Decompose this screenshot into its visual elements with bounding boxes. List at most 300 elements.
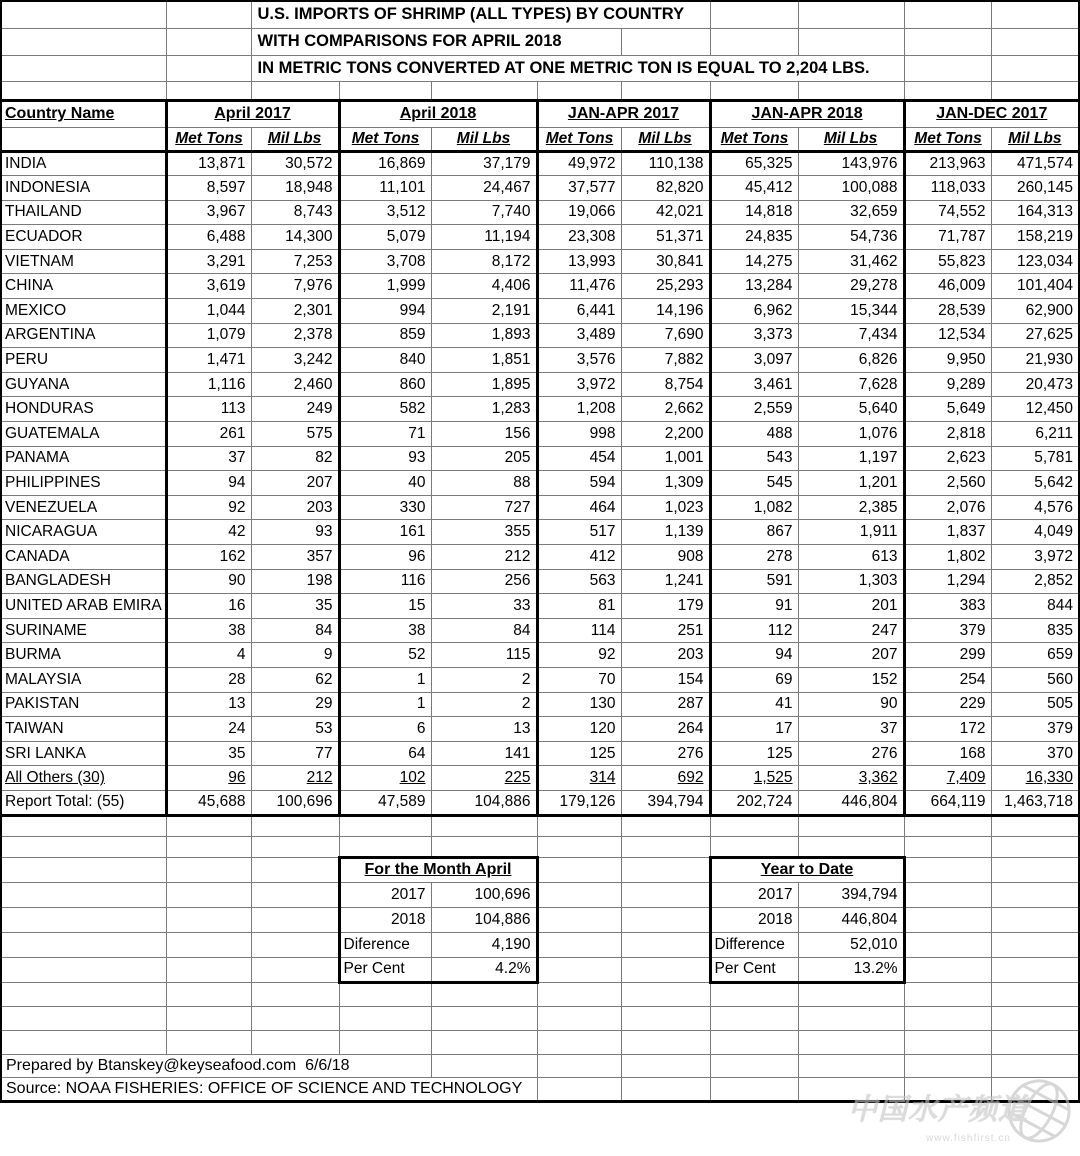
value-cell: 14,818 xyxy=(710,200,798,225)
value-cell: 1,294 xyxy=(904,569,991,594)
value-cell: 4 xyxy=(166,643,251,668)
subheader-met-tons: Met Tons xyxy=(904,127,991,151)
value-cell: 28 xyxy=(166,667,251,692)
value-cell: 3,242 xyxy=(251,348,339,373)
value-cell: 1,525 xyxy=(710,766,798,791)
value-cell: 11,476 xyxy=(537,274,621,299)
cell xyxy=(537,857,621,882)
empty-cell xyxy=(798,1030,904,1054)
value-cell: 2,852 xyxy=(991,569,1079,594)
empty-cell xyxy=(991,1,1079,28)
value-cell: 123,034 xyxy=(991,249,1079,274)
cell xyxy=(537,882,621,907)
value-cell: 1,837 xyxy=(904,520,991,545)
value-cell: 15,344 xyxy=(798,299,904,324)
country-row xyxy=(1,397,1079,422)
country-name-cell: BANGLADESH xyxy=(1,569,166,594)
value-cell: 130 xyxy=(537,692,621,717)
value-cell: 299 xyxy=(904,643,991,668)
cell xyxy=(166,932,251,957)
empty-cell xyxy=(166,836,251,857)
value-cell: 198 xyxy=(251,569,339,594)
value-cell: 860 xyxy=(339,372,431,397)
empty-cell xyxy=(431,1006,537,1030)
cell xyxy=(251,957,339,982)
cell xyxy=(621,857,710,882)
empty-cell xyxy=(710,1,798,28)
empty-cell xyxy=(798,982,904,1006)
empty-cell xyxy=(1,836,166,857)
value-cell: 41 xyxy=(710,692,798,717)
value-cell: 84 xyxy=(251,618,339,643)
value-cell: 100,088 xyxy=(798,176,904,201)
ytd-summary-title: Year to Date xyxy=(710,857,904,882)
value-cell: 3,362 xyxy=(798,766,904,791)
empty-cell xyxy=(710,1078,798,1102)
value-cell: 276 xyxy=(798,741,904,766)
cell xyxy=(1,907,166,932)
empty-cell xyxy=(904,1,991,28)
empty-cell xyxy=(798,1,904,28)
value-cell: 156 xyxy=(431,422,537,447)
cell xyxy=(166,907,251,932)
country-row xyxy=(1,446,1079,471)
value-cell: 1,116 xyxy=(166,372,251,397)
cell xyxy=(621,882,710,907)
value-cell: 1,208 xyxy=(537,397,621,422)
value-cell: 560 xyxy=(991,667,1079,692)
value-cell: 71 xyxy=(339,422,431,447)
value-cell: 1,079 xyxy=(166,323,251,348)
country-name-cell: SURINAME xyxy=(1,618,166,643)
country-name-cell: INDONESIA xyxy=(1,176,166,201)
spacer-row xyxy=(1,982,1079,1006)
country-name-cell: PHILIPPINES xyxy=(1,471,166,496)
group-header-april-2017: April 2017 xyxy=(166,100,339,127)
value-cell: 15 xyxy=(339,594,431,619)
empty-cell xyxy=(537,1054,621,1078)
value-cell: 3,489 xyxy=(537,323,621,348)
value-cell: 24,467 xyxy=(431,176,537,201)
value-cell: 13 xyxy=(431,717,537,742)
value-cell: 90 xyxy=(166,569,251,594)
value-cell: 77 xyxy=(251,741,339,766)
value-cell: 1,023 xyxy=(621,495,710,520)
value-cell: 2,301 xyxy=(251,299,339,324)
watermark-url: www.fishfirst.cn xyxy=(926,1133,1011,1144)
value-cell: 28,539 xyxy=(904,299,991,324)
ytd-2018-label: 2018 xyxy=(710,907,798,932)
empty-cell xyxy=(537,836,621,857)
country-name-cell: Report Total: (55) xyxy=(1,790,166,815)
empty-cell xyxy=(621,1030,710,1054)
value-cell: 91 xyxy=(710,594,798,619)
cell xyxy=(621,932,710,957)
value-cell: 1,851 xyxy=(431,348,537,373)
value-cell: 212 xyxy=(251,766,339,791)
value-cell: 29 xyxy=(251,692,339,717)
month-percent-value: 4.2% xyxy=(431,957,537,982)
value-cell: 12,450 xyxy=(991,397,1079,422)
value-cell: 29,278 xyxy=(798,274,904,299)
country-name-cell: BURMA xyxy=(1,643,166,668)
value-cell: 3,972 xyxy=(991,545,1079,570)
country-name-cell: NICARAGUA xyxy=(1,520,166,545)
value-cell: 9,950 xyxy=(904,348,991,373)
value-cell: 1 xyxy=(339,692,431,717)
country-name-header: Country Name xyxy=(1,100,166,127)
country-row xyxy=(1,422,1079,447)
value-cell: 5,649 xyxy=(904,397,991,422)
value-cell: 3,291 xyxy=(166,249,251,274)
country-name-cell: GUYANA xyxy=(1,372,166,397)
value-cell: 1,893 xyxy=(431,323,537,348)
value-cell: 383 xyxy=(904,594,991,619)
value-cell: 53 xyxy=(251,717,339,742)
value-cell: 261 xyxy=(166,422,251,447)
value-cell: 24 xyxy=(166,717,251,742)
cell xyxy=(904,932,991,957)
value-cell: 264 xyxy=(621,717,710,742)
cell xyxy=(904,907,991,932)
subheader-met-tons: Met Tons xyxy=(166,127,251,151)
country-name-cell: PANAMA xyxy=(1,446,166,471)
value-cell: 62 xyxy=(251,667,339,692)
empty-cell xyxy=(710,815,798,836)
value-cell: 314 xyxy=(537,766,621,791)
country-name-cell: SRI LANKA xyxy=(1,741,166,766)
empty-cell xyxy=(710,28,798,55)
country-name-cell: All Others (30) xyxy=(1,766,166,791)
value-cell: 96 xyxy=(339,545,431,570)
value-cell: 446,804 xyxy=(798,790,904,815)
value-cell: 1,463,718 xyxy=(991,790,1079,815)
value-cell: 6,441 xyxy=(537,299,621,324)
value-cell: 32,659 xyxy=(798,200,904,225)
country-name-cell: ARGENTINA xyxy=(1,323,166,348)
country-name-cell: PERU xyxy=(1,348,166,373)
value-cell: 2,559 xyxy=(710,397,798,422)
country-row xyxy=(1,299,1079,324)
country-name-cell: MEXICO xyxy=(1,299,166,324)
country-row xyxy=(1,176,1079,201)
empty-cell xyxy=(991,815,1079,836)
value-cell: 505 xyxy=(991,692,1079,717)
value-cell: 52 xyxy=(339,643,431,668)
value-cell: 7,740 xyxy=(431,200,537,225)
value-cell: 1,895 xyxy=(431,372,537,397)
empty-cell xyxy=(1,1030,166,1054)
value-cell: 1,201 xyxy=(798,471,904,496)
empty-cell xyxy=(904,81,991,100)
subheader-mil-lbs: Mil Lbs xyxy=(991,127,1079,151)
ytd-percent-value: 13.2% xyxy=(798,957,904,982)
cell xyxy=(904,957,991,982)
country-row xyxy=(1,520,1079,545)
empty-cell xyxy=(537,1006,621,1030)
spacer-row xyxy=(1,81,1079,100)
empty-cell xyxy=(339,81,431,100)
subheader-mil-lbs: Mil Lbs xyxy=(621,127,710,151)
value-cell: 69 xyxy=(710,667,798,692)
month-2018-value: 104,886 xyxy=(431,907,537,932)
empty-cell xyxy=(904,815,991,836)
value-cell: 5,642 xyxy=(991,471,1079,496)
value-cell: 88 xyxy=(431,471,537,496)
value-cell: 162 xyxy=(166,545,251,570)
empty-cell xyxy=(798,1078,904,1102)
empty-cell xyxy=(339,815,431,836)
month-2018-label: 2018 xyxy=(339,907,431,932)
empty-cell xyxy=(904,1006,991,1030)
value-cell: 2,200 xyxy=(621,422,710,447)
value-cell: 260,145 xyxy=(991,176,1079,201)
empty-cell xyxy=(431,1030,537,1054)
value-cell: 7,976 xyxy=(251,274,339,299)
cell xyxy=(251,882,339,907)
empty-cell xyxy=(251,836,339,857)
value-cell: 3,373 xyxy=(710,323,798,348)
value-cell: 7,409 xyxy=(904,766,991,791)
empty-cell xyxy=(621,1054,710,1078)
country-name-cell: GUATEMALA xyxy=(1,422,166,447)
month-difference-value: 4,190 xyxy=(431,932,537,957)
value-cell: 3,972 xyxy=(537,372,621,397)
subheader-met-tons: Met Tons xyxy=(537,127,621,151)
empty-cell xyxy=(431,1054,537,1078)
value-cell: 81 xyxy=(537,594,621,619)
value-cell: 908 xyxy=(621,545,710,570)
value-cell: 4,049 xyxy=(991,520,1079,545)
cell xyxy=(1,55,166,81)
subheader-mil-lbs: Mil Lbs xyxy=(431,127,537,151)
value-cell: 100,696 xyxy=(251,790,339,815)
value-cell: 2,560 xyxy=(904,471,991,496)
value-cell: 4,576 xyxy=(991,495,1079,520)
value-cell: 994 xyxy=(339,299,431,324)
value-cell: 94 xyxy=(710,643,798,668)
value-cell: 379 xyxy=(991,717,1079,742)
value-cell: 5,781 xyxy=(991,446,1079,471)
value-cell: 31,462 xyxy=(798,249,904,274)
ytd-2018-value: 446,804 xyxy=(798,907,904,932)
value-cell: 659 xyxy=(991,643,1079,668)
empty-cell xyxy=(431,982,537,1006)
value-cell: 2,460 xyxy=(251,372,339,397)
empty-cell xyxy=(166,1030,251,1054)
empty-cell xyxy=(621,1006,710,1030)
value-cell: 370 xyxy=(991,741,1079,766)
empty-cell xyxy=(710,1006,798,1030)
value-cell: 2,385 xyxy=(798,495,904,520)
value-cell: 394,794 xyxy=(621,790,710,815)
value-cell: 42 xyxy=(166,520,251,545)
cell xyxy=(537,907,621,932)
cell xyxy=(166,1,251,28)
empty-cell xyxy=(339,982,431,1006)
value-cell: 6,962 xyxy=(710,299,798,324)
cell xyxy=(904,882,991,907)
value-cell: 517 xyxy=(537,520,621,545)
value-cell: 201 xyxy=(798,594,904,619)
country-row xyxy=(1,741,1079,766)
country-row xyxy=(1,569,1079,594)
country-name-cell: VIETNAM xyxy=(1,249,166,274)
value-cell: 2,623 xyxy=(904,446,991,471)
summary-row-2017 xyxy=(1,882,1079,907)
value-cell: 38 xyxy=(339,618,431,643)
value-cell: 1,471 xyxy=(166,348,251,373)
cell xyxy=(251,932,339,957)
value-cell: 203 xyxy=(621,643,710,668)
empty-cell xyxy=(991,1006,1079,1030)
country-name-cell: HONDURAS xyxy=(1,397,166,422)
group-header-jan-dec-2017: JAN-DEC 2017 xyxy=(904,100,1079,127)
value-cell: 179 xyxy=(621,594,710,619)
value-cell: 82,820 xyxy=(621,176,710,201)
empty-cell xyxy=(991,55,1079,81)
empty-cell xyxy=(798,836,904,857)
value-cell: 3,512 xyxy=(339,200,431,225)
value-cell: 4,406 xyxy=(431,274,537,299)
country-row xyxy=(1,667,1079,692)
report-title-line-1: U.S. IMPORTS OF SHRIMP (ALL TYPES) BY COUNTRY xyxy=(251,1,710,28)
empty-cell xyxy=(904,28,991,55)
group-header-april-2018: April 2018 xyxy=(339,100,537,127)
subheader-met-tons: Met Tons xyxy=(339,127,431,151)
value-cell: 1,241 xyxy=(621,569,710,594)
value-cell: 141 xyxy=(431,741,537,766)
empty-cell xyxy=(621,836,710,857)
value-cell: 471,574 xyxy=(991,151,1079,176)
value-cell: 3,967 xyxy=(166,200,251,225)
country-row xyxy=(1,372,1079,397)
empty-cell xyxy=(991,982,1079,1006)
ytd-2017-label: 2017 xyxy=(710,882,798,907)
value-cell: 37,179 xyxy=(431,151,537,176)
empty-cell xyxy=(537,1078,621,1102)
value-cell: 51,371 xyxy=(621,225,710,250)
empty-cell xyxy=(621,28,710,55)
value-cell: 1,139 xyxy=(621,520,710,545)
cell xyxy=(166,957,251,982)
title-row-3 xyxy=(1,55,1079,81)
empty-cell xyxy=(904,836,991,857)
value-cell: 179,126 xyxy=(537,790,621,815)
cell xyxy=(1,857,166,882)
value-cell: 2,378 xyxy=(251,323,339,348)
value-cell: 120 xyxy=(537,717,621,742)
month-2017-label: 2017 xyxy=(339,882,431,907)
empty-cell xyxy=(1,1006,166,1030)
value-cell: 71,787 xyxy=(904,225,991,250)
month-percent-label: Per Cent xyxy=(339,957,431,982)
empty-cell xyxy=(431,815,537,836)
cell xyxy=(1,957,166,982)
value-cell: 37 xyxy=(798,717,904,742)
country-row xyxy=(1,545,1079,570)
value-cell: 21,930 xyxy=(991,348,1079,373)
value-cell: 202,724 xyxy=(710,790,798,815)
watermark-text: 中国水产频道 xyxy=(848,1094,1029,1126)
cell xyxy=(251,907,339,932)
summary-row-2018 xyxy=(1,907,1079,932)
value-cell: 7,690 xyxy=(621,323,710,348)
subheader-mil-lbs: Mil Lbs xyxy=(251,127,339,151)
empty-cell xyxy=(991,1078,1079,1102)
value-cell: 14,300 xyxy=(251,225,339,250)
value-cell: 35 xyxy=(166,741,251,766)
value-cell: 168 xyxy=(904,741,991,766)
ytd-difference-value: 52,010 xyxy=(798,932,904,957)
value-cell: 8,597 xyxy=(166,176,251,201)
empty-cell xyxy=(1,982,166,1006)
value-cell: 454 xyxy=(537,446,621,471)
subheader-mil-lbs: Mil Lbs xyxy=(798,127,904,151)
value-cell: 172 xyxy=(904,717,991,742)
empty-cell xyxy=(621,81,710,100)
value-cell: 115 xyxy=(431,643,537,668)
country-row xyxy=(1,594,1079,619)
empty-cell xyxy=(904,982,991,1006)
cell xyxy=(251,857,339,882)
value-cell: 47,589 xyxy=(339,790,431,815)
empty-cell xyxy=(339,1006,431,1030)
value-cell: 3,708 xyxy=(339,249,431,274)
value-cell: 1,999 xyxy=(339,274,431,299)
value-cell: 19,066 xyxy=(537,200,621,225)
subheader-met-tons: Met Tons xyxy=(710,127,798,151)
value-cell: 6 xyxy=(339,717,431,742)
value-cell: 7,628 xyxy=(798,372,904,397)
value-cell: 38 xyxy=(166,618,251,643)
empty-cell xyxy=(621,1078,710,1102)
value-cell: 6,826 xyxy=(798,348,904,373)
value-cell: 112 xyxy=(710,618,798,643)
prepared-by-row xyxy=(1,1054,1079,1078)
empty-cell xyxy=(991,836,1079,857)
value-cell: 40 xyxy=(339,471,431,496)
value-cell: 12,534 xyxy=(904,323,991,348)
country-row xyxy=(1,249,1079,274)
value-cell: 2,076 xyxy=(904,495,991,520)
cell xyxy=(1,127,166,151)
value-cell: 70 xyxy=(537,667,621,692)
value-cell: 18,948 xyxy=(251,176,339,201)
cell xyxy=(166,882,251,907)
value-cell: 582 xyxy=(339,397,431,422)
value-cell: 835 xyxy=(991,618,1079,643)
value-cell: 5,079 xyxy=(339,225,431,250)
value-cell: 14,196 xyxy=(621,299,710,324)
value-cell: 93 xyxy=(339,446,431,471)
value-cell: 379 xyxy=(904,618,991,643)
value-cell: 17 xyxy=(710,717,798,742)
value-cell: 92 xyxy=(537,643,621,668)
value-cell: 203 xyxy=(251,495,339,520)
value-cell: 591 xyxy=(710,569,798,594)
value-cell: 488 xyxy=(710,422,798,447)
value-cell: 2,662 xyxy=(621,397,710,422)
value-cell: 575 xyxy=(251,422,339,447)
cell xyxy=(166,55,251,81)
country-name-cell: PAKISTAN xyxy=(1,692,166,717)
value-cell: 278 xyxy=(710,545,798,570)
country-name-cell: UNITED ARAB EMIRA xyxy=(1,594,166,619)
empty-cell xyxy=(991,1054,1079,1078)
value-cell: 254 xyxy=(904,667,991,692)
cell xyxy=(1,1,166,28)
